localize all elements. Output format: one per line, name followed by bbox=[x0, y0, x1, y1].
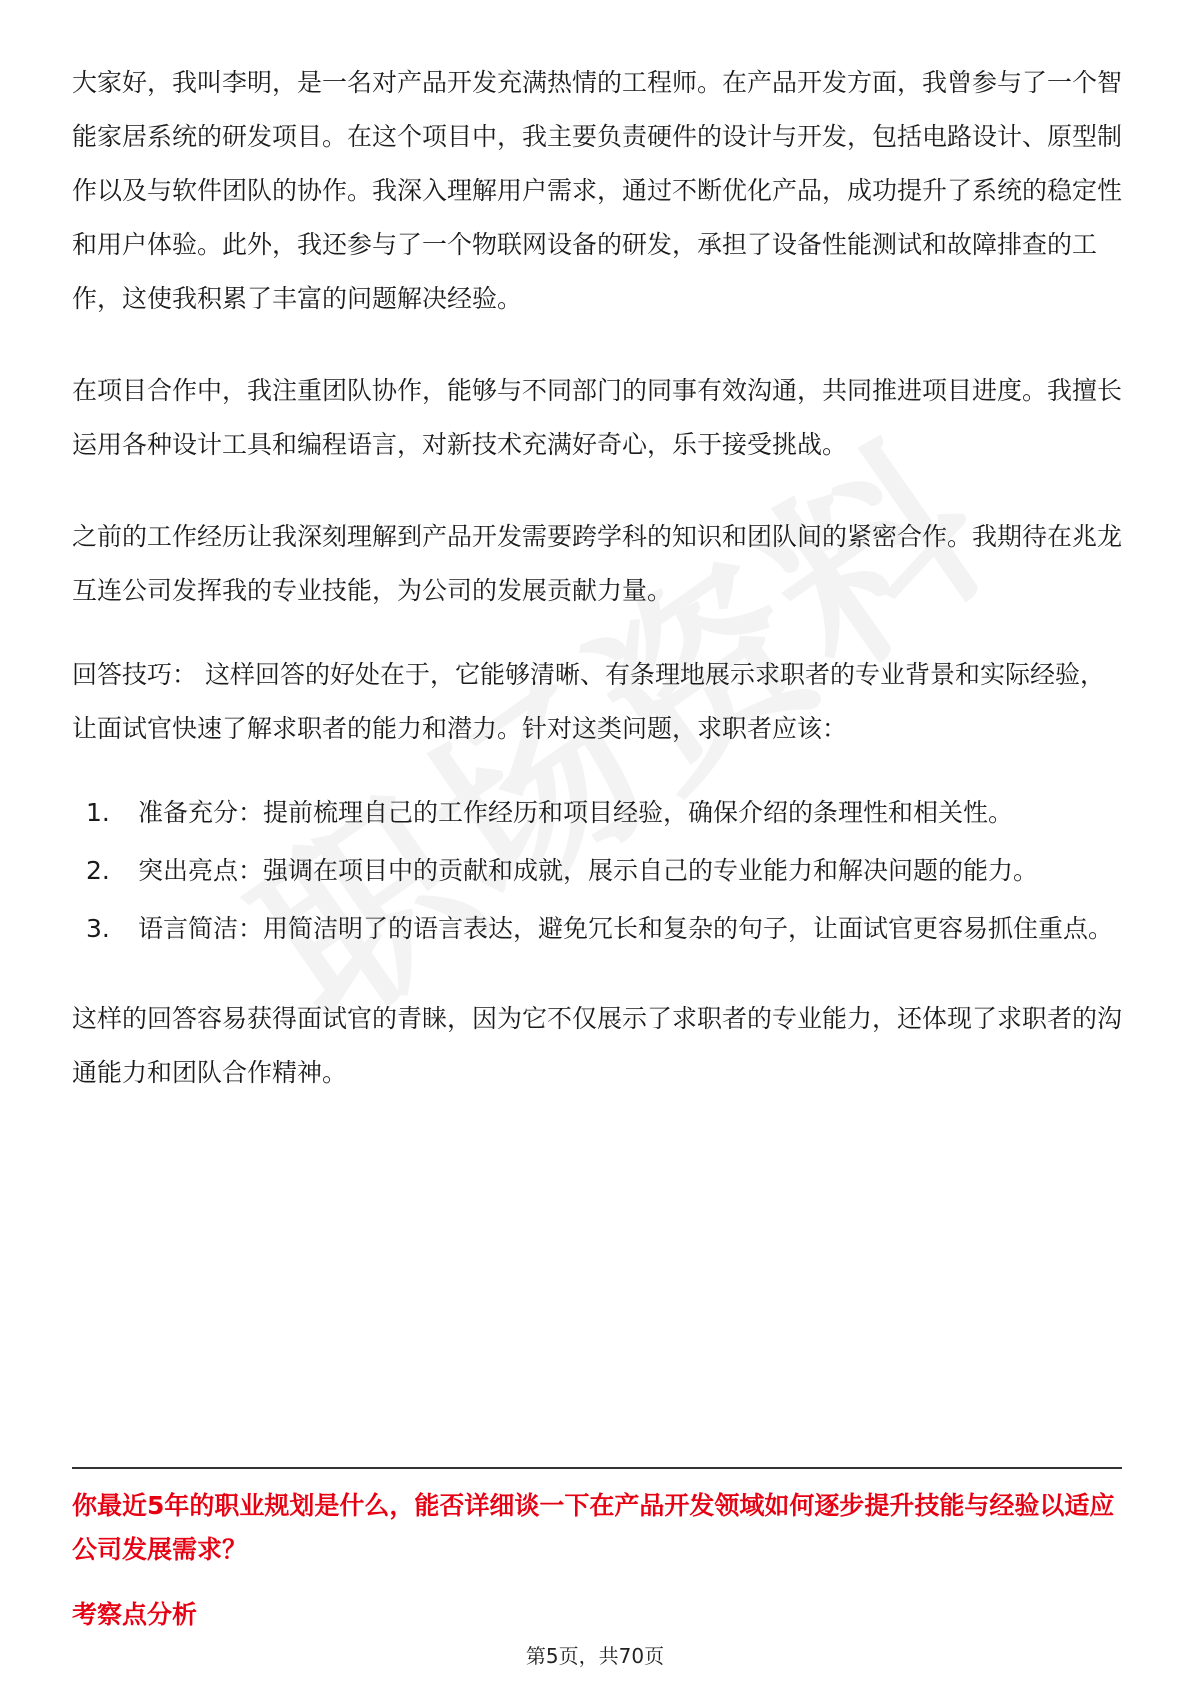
experience-paragraph: 之前的工作经历让我深刻理解到产品开发需要跨学科的知识和团队间的紧密合作。我期待在兆龙互连公司发挥我的专业技能，为公司的发展贡献力量。 bbox=[72, 522, 1123, 605]
document-body bbox=[72, 56, 1122, 1138]
intro-paragraph: 大家好，我叫李明，是一名对产品开发充满热情的工程师。在产品开发方面，我曾参与了一个智能家居系统的研发项目。在这个项目中，我主要负责硬件的设计与开发，包括电路设计、原型制作以及与软件团队的协作。我深入理解用户需求，通过不断优化产品，成功提升了系统的稳定性和用户体验。此外，我还参与了一个物联网设备的研发，承担了设备性能测试和故障排查的工作，这使我积累了丰富的问题解决经验。 bbox=[72, 68, 1123, 313]
list-item bbox=[72, 844, 1122, 898]
list-item-number: 2. bbox=[86, 856, 110, 885]
list-item-text: 语言简洁：用简洁明了的语言表达，避免冗长和复杂的句子，让面试官更容易抓住重点。 bbox=[138, 914, 1114, 943]
list-item-number: 3. bbox=[86, 914, 110, 943]
closing-paragraph: 这样的回答容易获得面试官的青睐，因为它不仅展示了求职者的专业能力，还体现了求职者的沟通能力和团队合作精神。 bbox=[72, 1004, 1123, 1087]
list-item-text: 突出亮点：强调在项目中的贡献和成就，展示自己的专业能力和解决问题的能力。 bbox=[138, 856, 1039, 885]
tips-list bbox=[72, 786, 1122, 956]
answer-tips-paragraph: 回答技巧： 这样回答的好处在于，它能够清晰、有条理地展示求职者的专业背景和实际经验，让面试官快速了解求职者的能力和潜力。针对这类问题，求职者应该： bbox=[72, 660, 1105, 743]
list-item-number: 1. bbox=[86, 798, 110, 827]
list-item bbox=[72, 786, 1122, 840]
section-title: 考察点分析 bbox=[72, 1600, 198, 1629]
interview-question: 你最近5年的职业规划是什么，能否详细谈一下在产品开发领域如何逐步提升技能与经验以适应公司发展需求？ bbox=[72, 1491, 1115, 1564]
list-item-text: 准备充分：提前梳理自己的工作经历和项目经验，确保介绍的条理性和相关性。 bbox=[138, 798, 1014, 827]
list-item bbox=[72, 902, 1122, 956]
teamwork-paragraph: 在项目合作中，我注重团队协作，能够与不同部门的同事有效沟通，共同推进项目进度。我擅长运用各种设计工具和编程语言，对新技术充满好奇心，乐于接受挑战。 bbox=[72, 376, 1123, 459]
section-divider bbox=[72, 1467, 1122, 1469]
page-number-footer: 第5页，共70页 bbox=[525, 1644, 665, 1668]
